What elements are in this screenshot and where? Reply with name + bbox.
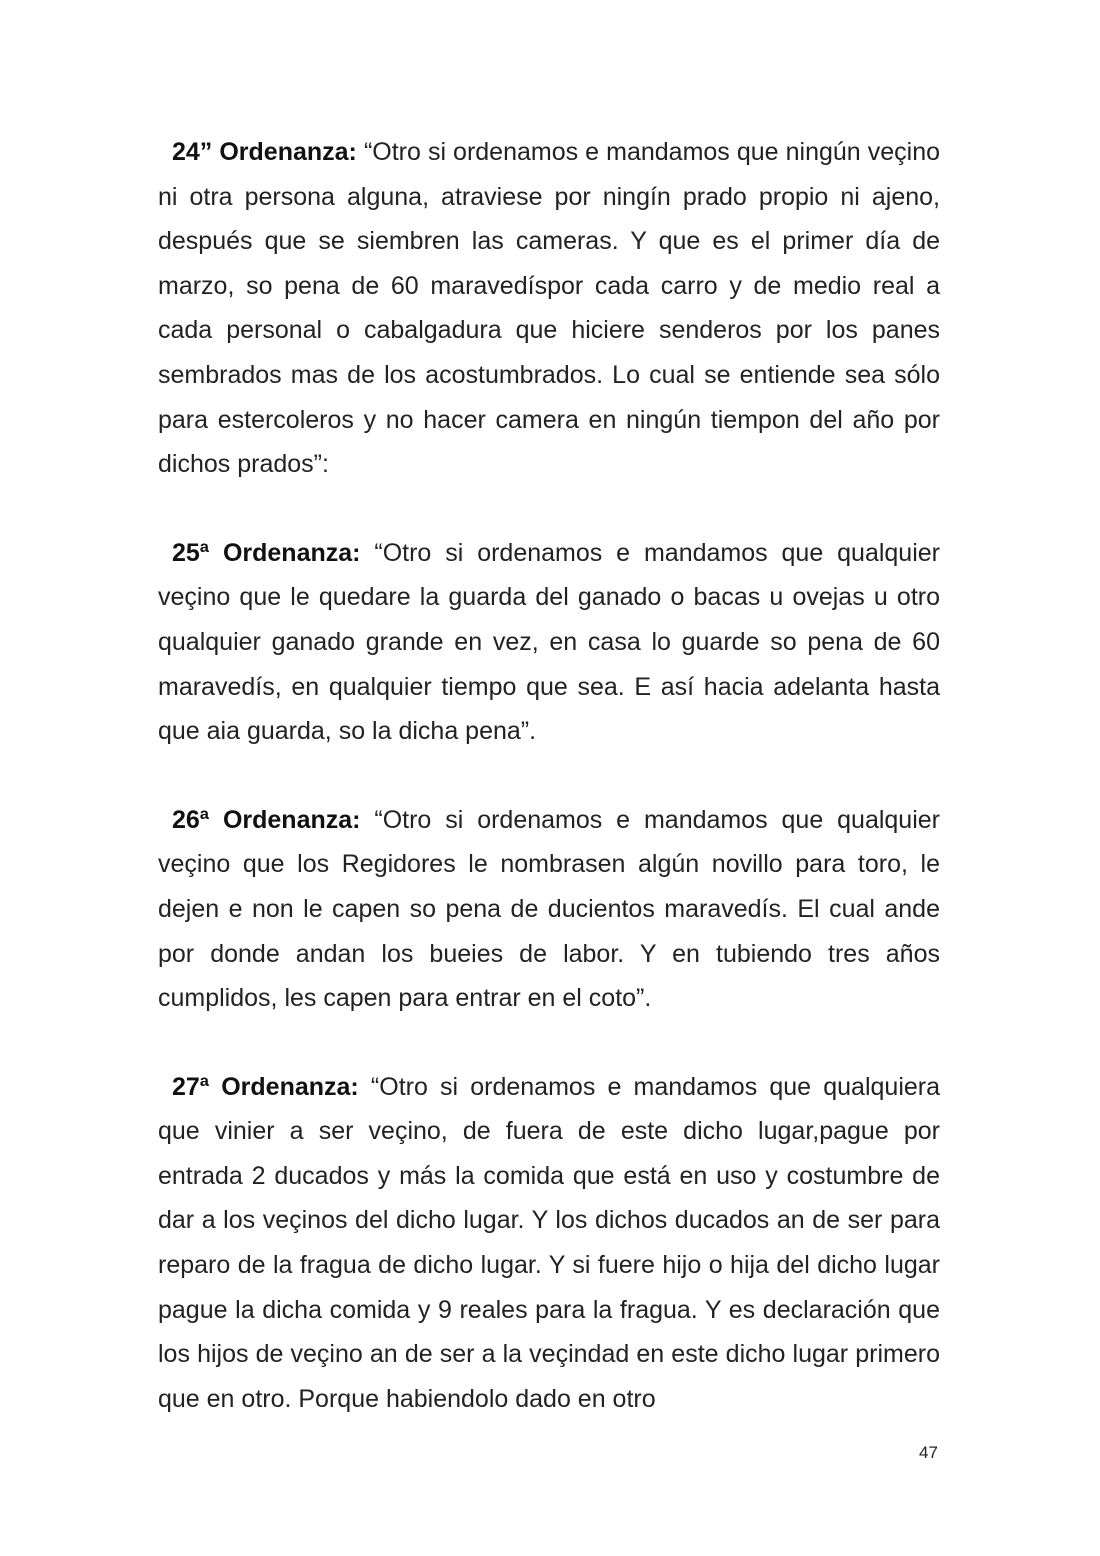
ordinance-25-paragraph: [158, 531, 940, 754]
ordinance-26-paragraph: [158, 798, 940, 1021]
ordinance-24-heading: 24” Ordenanza:: [172, 138, 357, 166]
page-number: 47: [919, 1443, 938, 1462]
document-page: [158, 130, 940, 1421]
ordinance-26-heading: 26ª Ordenanza:: [172, 805, 361, 834]
ordinance-25-text: “Otro si ordenamos e mandamos que qualquier veçino que le quedare la guarda del ganado o bacas u ovejas u otro qualquier ganado grande en vez, en casa lo guarde so pena de 60 maravedís, en qualquier tiempo que sea. E así hacia adelanta hasta que aia guarda, so la dicha pena”.: [158, 538, 940, 746]
ordinance-27-heading: 27ª Ordenanza:: [172, 1072, 359, 1101]
ordinance-26-text: “Otro si ordenamos e mandamos que qualquier veçino que los Regidores le nombrasen algún novillo para toro, le dejen e non le capen so pena de ducientos maravedís. El cual ande por donde andan los bueies de labor. Y en tubiendo tres años cumplidos, les capen para entrar en el coto”.: [158, 805, 940, 1013]
ordinance-24-text: “Otro si ordenamos e mandamos que ningún veçino ni otra persona alguna, atraviese por ningín prado propio ni ajeno, después que se siembren las cameras. Y que es el primer día de marzo, so pena de 60 maravedíspor cada carro y de medio real a cada personal o cabalgadura que hiciere senderos por los panes sembrados mas de los acostumbrados. Lo cual se entiende sea sólo para estercoleros y no hacer camera en ningún tiempon del año por dichos prados”:: [158, 138, 940, 479]
ordinance-24-paragraph: [158, 130, 940, 487]
ordinance-27-text: “Otro si ordenamos e mandamos que qualquiera que vinier a ser veçino, de fuera de este dicho lugar,pague por entrada 2 ducados y más la comida que está en uso y costumbre de dar a los veçinos del dicho lugar. Y los dichos ducados an de ser para reparo de la fragua de dicho lugar. Y si fuere hijo o hija del dicho lugar pague la dicha comida y 9 reales para la fragua. Y es declaración que los hijos de veçino an de ser a la veçindad en este dicho lugar primero que en otro. Porque habiendolo dado en otro: [158, 1072, 941, 1413]
ordinance-27-paragraph: [158, 1065, 940, 1422]
ordinance-25-heading: 25ª Ordenanza:: [172, 538, 361, 567]
